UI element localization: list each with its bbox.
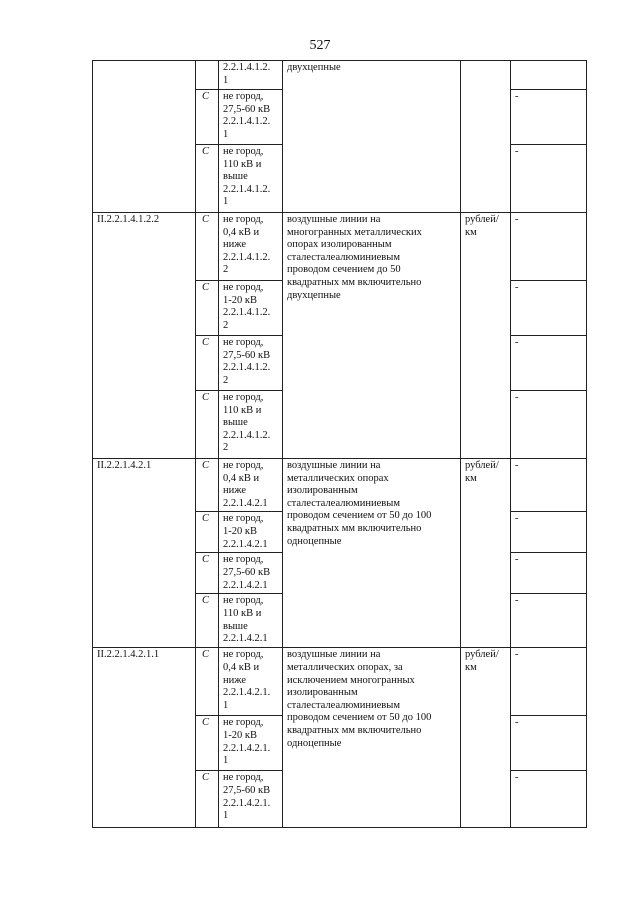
row-letter: С (196, 553, 219, 594)
row-code: II.2.2.1.4.1.2.2 (93, 213, 196, 459)
table-row (93, 61, 587, 90)
row-letter: С (196, 648, 219, 716)
row-value: - (511, 459, 587, 512)
row-description: воздушные линии на многогранных металлических опорах изолированным сталесталеалюминиевым проводом сечением до 50 квадратных мм включительно двухцепные (283, 213, 461, 459)
table-row (93, 213, 587, 281)
row-unit: рублей/ км (461, 648, 511, 828)
row-area: не город, 1-20 кВ 2.2.1.4.2.1. 1 (219, 716, 283, 771)
row-area: не город, 0,4 кВ и ниже 2.2.1.4.1.2. 2 (219, 213, 283, 281)
row-value: - (511, 90, 587, 145)
row-area: не город, 0,4 кВ и ниже 2.2.1.4.2.1. 1 (219, 648, 283, 716)
row-value (511, 61, 587, 90)
row-value: - (511, 336, 587, 391)
row-area: не город, 27,5-60 кВ 2.2.1.4.2.1. 1 (219, 771, 283, 828)
row-value: - (511, 553, 587, 594)
row-area: не город, 27,5-60 кВ 2.2.1.4.2.1 (219, 553, 283, 594)
row-letter: С (196, 391, 219, 459)
row-area: не город, 27,5-60 кВ 2.2.1.4.1.2. 1 (219, 90, 283, 145)
row-area: не город, 1-20 кВ 2.2.1.4.1.2. 2 (219, 281, 283, 336)
row-letter (196, 61, 219, 90)
row-letter: С (196, 459, 219, 512)
row-value: - (511, 648, 587, 716)
row-unit: рублей/ км (461, 459, 511, 648)
row-description: воздушные линии на металлических опорах изолированным сталесталеалюминиевым проводом сечением от 50 до 100 квадратных мм включительно одноцепные (283, 459, 461, 648)
row-unit: рублей/ км (461, 213, 511, 459)
row-value: - (511, 771, 587, 828)
row-letter: С (196, 145, 219, 213)
page-number: 527 (309, 38, 331, 53)
row-value: - (511, 281, 587, 336)
row-code: II.2.2.1.4.2.1 (93, 459, 196, 648)
row-letter: С (196, 336, 219, 391)
row-area: не город, 27,5-60 кВ 2.2.1.4.1.2. 2 (219, 336, 283, 391)
row-letter: С (196, 716, 219, 771)
row-value: - (511, 213, 587, 281)
row-description: двухцепные (283, 61, 461, 213)
row-value: - (511, 512, 587, 553)
row-letter: С (196, 594, 219, 648)
row-area: 2.2.1.4.1.2. 1 (219, 61, 283, 90)
table-row (93, 648, 587, 716)
row-code (93, 61, 196, 213)
row-unit (461, 61, 511, 213)
row-code: II.2.2.1.4.2.1.1 (93, 648, 196, 828)
table-row (93, 459, 587, 512)
tariff-table (92, 60, 587, 828)
row-area: не город, 110 кВ и выше 2.2.1.4.1.2. 2 (219, 391, 283, 459)
row-area: не город, 0,4 кВ и ниже 2.2.1.4.2.1 (219, 459, 283, 512)
row-area: не город, 110 кВ и выше 2.2.1.4.1.2. 1 (219, 145, 283, 213)
row-value: - (511, 391, 587, 459)
row-letter: С (196, 281, 219, 336)
row-letter: С (196, 512, 219, 553)
row-value: - (511, 145, 587, 213)
row-area: не город, 1-20 кВ 2.2.1.4.2.1 (219, 512, 283, 553)
row-letter: С (196, 213, 219, 281)
row-value: - (511, 716, 587, 771)
row-letter: С (196, 90, 219, 145)
row-description: воздушные линии на металлических опорах, за исключением многогранных изолированным сталесталеалюминиевым проводом сечением от 50 до 100 квадратных мм включительно одноцепные (283, 648, 461, 828)
row-value: - (511, 594, 587, 648)
row-area: не город, 110 кВ и выше 2.2.1.4.2.1 (219, 594, 283, 648)
row-letter: С (196, 771, 219, 828)
